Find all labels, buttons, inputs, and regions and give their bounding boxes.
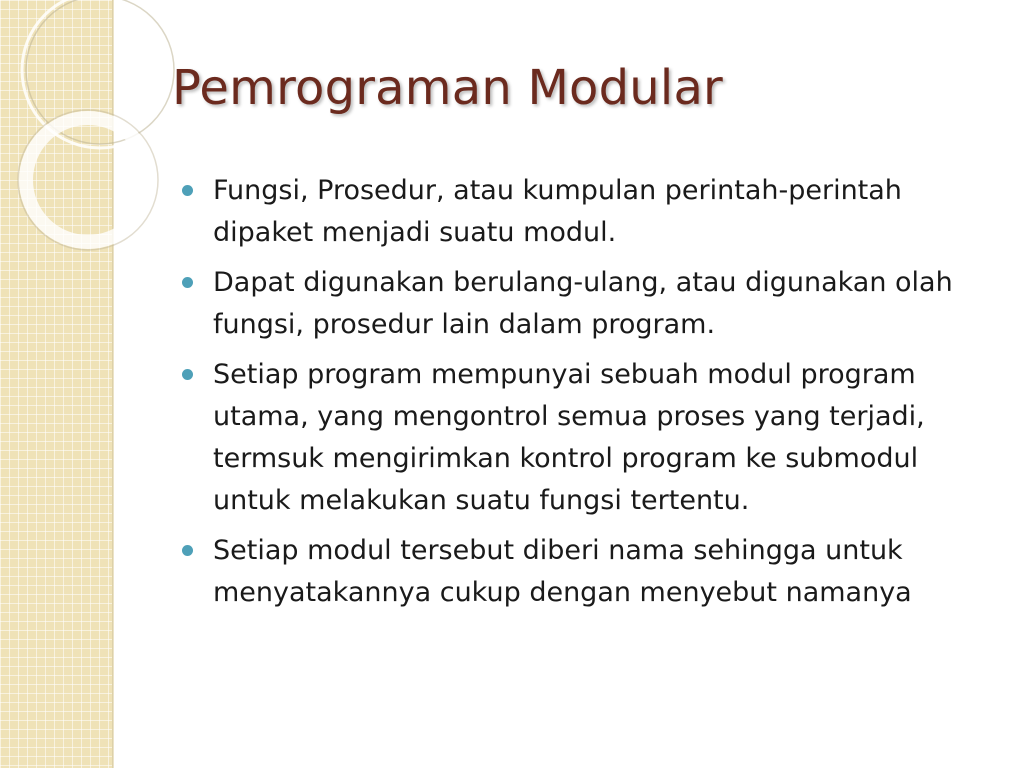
bullet-text: Fungsi, Prosedur, atau kumpulan perintah-perintah dipaket menjadi suatu modul. <box>213 175 902 248</box>
bullet-item <box>180 170 1000 254</box>
bullet-dot-icon <box>182 369 193 380</box>
bullet-text: Setiap modul tersebut diberi nama sehingga untuk menyatakannya cukup dengan menyebut namanya <box>213 535 912 608</box>
bullet-dot-icon <box>182 277 193 288</box>
slide-title: Pemrograman Modular <box>172 60 723 116</box>
decorative-circles-icon <box>0 0 140 260</box>
bullet-text: Dapat digunakan berulang-ulang, atau digunakan olah fungsi, prosedur lain dalam program. <box>213 267 953 340</box>
bullet-dot-icon <box>182 185 193 196</box>
bullet-item <box>180 262 1000 346</box>
bullet-text: Setiap program mempunyai sebuah modul program utama, yang mengontrol semua proses yang terjadi, termsuk mengirimkan kontrol program ke submodul untuk melakukan suatu fungsi tertentu. <box>213 359 925 516</box>
bullet-list <box>180 170 1000 622</box>
bullet-item <box>180 354 1000 522</box>
bullet-dot-icon <box>182 545 193 556</box>
bullet-item <box>180 530 1000 614</box>
